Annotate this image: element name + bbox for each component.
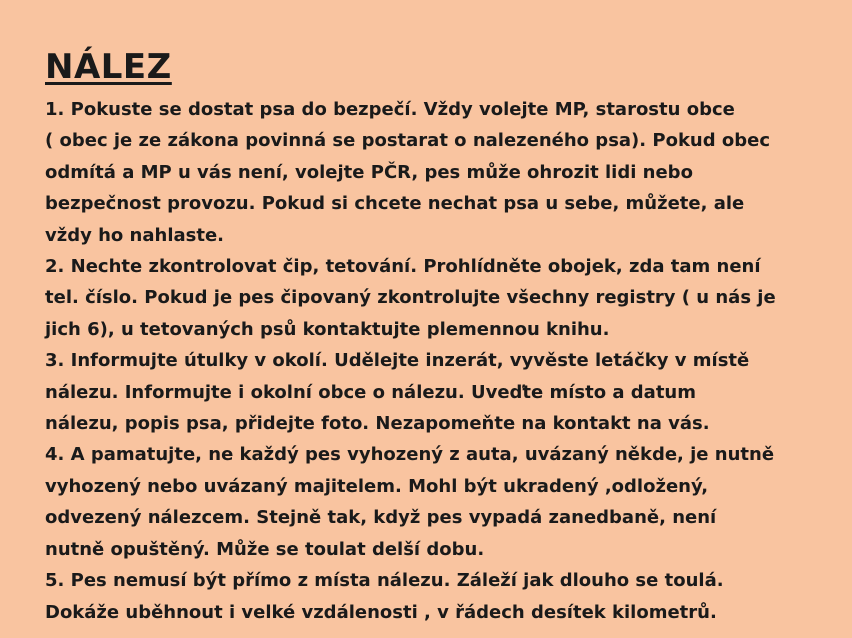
text-line: vyhozený nebo uvázaný majitelem. Mohl být ukradený ,odložený, bbox=[45, 475, 709, 497]
slide-title: NÁLEZ bbox=[45, 47, 172, 87]
text-line: vždy ho nahlaste. bbox=[45, 224, 224, 246]
text-line: jich 6), u tetovaných psů kontaktujte plemennou knihu. bbox=[45, 318, 610, 340]
text-line: nálezu. Informujte i okolní obce o nálezu. Uveďte místo a datum bbox=[45, 381, 696, 403]
text-line: bezpečnost provozu. Pokud si chcete nechat psa u sebe, můžete, ale bbox=[45, 193, 745, 215]
text-line: ( obec je ze zákona povinná se postarat o nalezeného psa). Pokud obec bbox=[45, 130, 771, 152]
text-line: odvezený nálezcem. Stejně tak, když pes vypadá zanedbaně, není bbox=[45, 507, 717, 529]
slide-body bbox=[45, 94, 832, 628]
text-line: 5. Pes nemusí být přímo z místa nálezu. Záleží jak dlouho se toulá. bbox=[45, 570, 724, 592]
text-line: nutně opuštěný. Může se toulat delší dobu. bbox=[45, 538, 485, 560]
text-line: Dokáže uběhnout i velké vzdálenosti , v řádech desítek kilometrů. bbox=[45, 601, 717, 623]
text-line: 1. Pokuste se dostat psa do bezpečí. Vždy volejte MP, starostu obce bbox=[45, 99, 735, 120]
text-line: odmítá a MP u vás není, volejte PČR, pes může ohrozit lidi nebo bbox=[45, 161, 693, 183]
text-line: 2. Nechte zkontrolovat čip, tetování. Prohlídněte obojek, zda tam není bbox=[45, 256, 761, 278]
text-line: nálezu, popis psa, přidejte foto. Nezapomeňte na kontakt na vás. bbox=[45, 413, 710, 435]
text-line: 4. A pamatujte, ne každý pes vyhozený z auta, uvázaný někde, je nutně bbox=[45, 444, 775, 466]
text-line: tel. číslo. Pokud je pes čipovaný zkontrolujte všechny registry ( u nás je bbox=[45, 287, 776, 309]
text-line: 3. Informujte útulky v okolí. Udělejte inzerát, vyvěste letáčky v místě bbox=[45, 350, 750, 372]
